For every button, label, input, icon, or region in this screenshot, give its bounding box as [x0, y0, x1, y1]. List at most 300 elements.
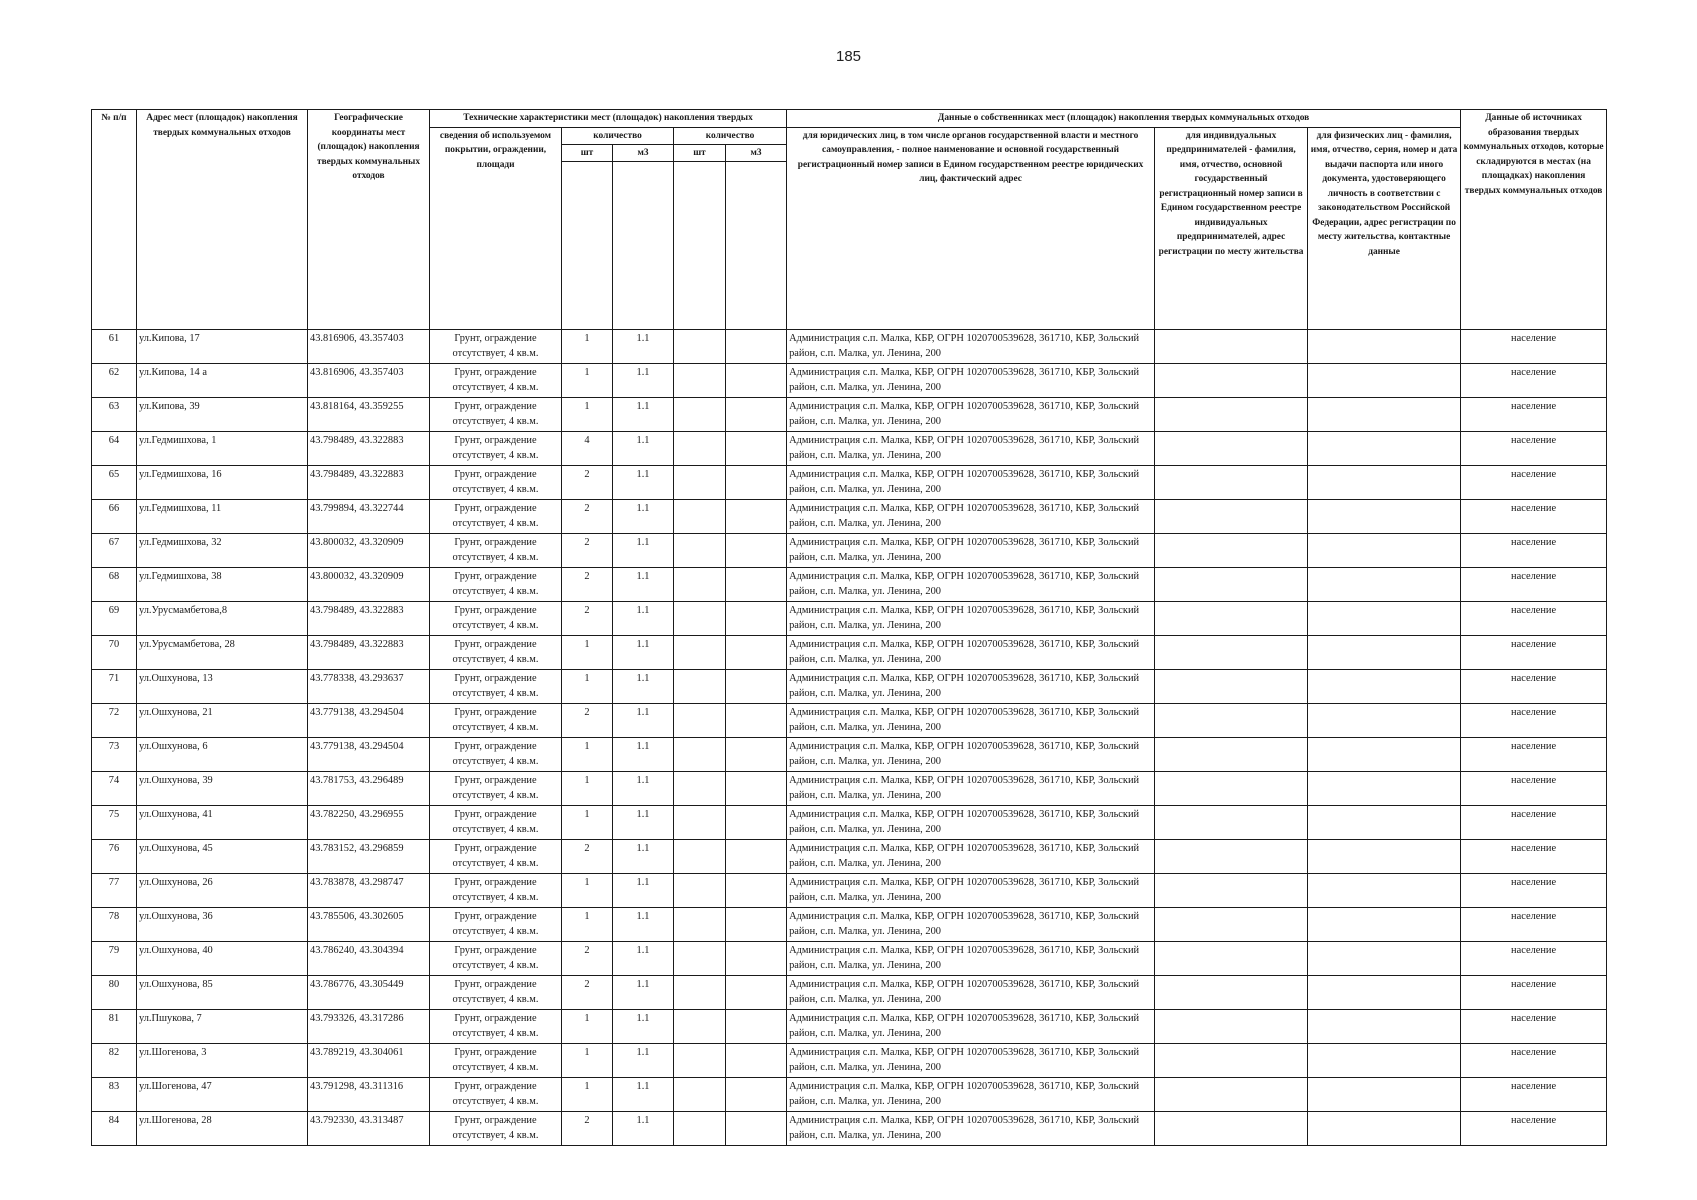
row-number: 75 [92, 806, 137, 840]
row-placed-pcs: 2 [562, 840, 613, 874]
row-owner-ip [1155, 840, 1308, 874]
row-planned-pcs [674, 1078, 726, 1112]
row-placed-pcs: 2 [562, 602, 613, 636]
row-planned-m3 [726, 942, 787, 976]
row-address: ул.Ошхунова, 39 [137, 772, 308, 806]
row-owner-ip [1155, 772, 1308, 806]
row-cover: Грунт, ограждение отсутствует, 4 кв.м. [430, 738, 562, 772]
header-owner-ip: для индивидуальных предпринимателей - фамилия, имя, отчество, основной государственный регистрационный номер записи в Едином государственном реестре индивидуальных предпринимателей, адрес регистрации по месту жительства [1155, 127, 1308, 330]
row-owner-legal: Администрация с.п. Малка, КБР, ОГРН 1020700539628, 361710, КБР, Зольский район, с.п. Малка, ул. Ленина, 200 [787, 1112, 1155, 1146]
row-placed-pcs: 1 [562, 364, 613, 398]
row-planned-pcs [674, 1112, 726, 1146]
table-row [92, 840, 1607, 874]
row-planned-pcs [674, 602, 726, 636]
header-spacer [613, 162, 674, 330]
row-owner-ip [1155, 1044, 1308, 1078]
row-placed-m3: 1.1 [613, 806, 674, 840]
row-cover: Грунт, ограждение отсутствует, 4 кв.м. [430, 568, 562, 602]
row-placed-pcs: 1 [562, 738, 613, 772]
row-cover: Грунт, ограждение отсутствует, 4 кв.м. [430, 908, 562, 942]
row-planned-pcs [674, 398, 726, 432]
table-row [92, 534, 1607, 568]
row-placed-m3: 1.1 [613, 568, 674, 602]
table-row [92, 806, 1607, 840]
row-owner-ip [1155, 670, 1308, 704]
row-number: 82 [92, 1044, 137, 1078]
row-cover: Грунт, ограждение отсутствует, 4 кв.м. [430, 840, 562, 874]
row-cover: Грунт, ограждение отсутствует, 4 кв.м. [430, 364, 562, 398]
row-planned-pcs [674, 1044, 726, 1078]
header-owners: Данные о собственниках мест (площадок) накопления твердых коммунальных отходов [787, 110, 1461, 128]
row-planned-m3 [726, 908, 787, 942]
row-coords: 43.783878, 43.298747 [308, 874, 430, 908]
row-placed-pcs: 2 [562, 942, 613, 976]
row-address: ул.Шогенова, 3 [137, 1044, 308, 1078]
row-owner-ip [1155, 976, 1308, 1010]
row-coords: 43.818164, 43.359255 [308, 398, 430, 432]
row-coords: 43.816906, 43.357403 [308, 330, 430, 364]
row-owner-legal: Администрация с.п. Малка, КБР, ОГРН 1020700539628, 361710, КБР, Зольский район, с.п. Малка, ул. Ленина, 200 [787, 500, 1155, 534]
row-placed-m3: 1.1 [613, 670, 674, 704]
row-number: 72 [92, 704, 137, 738]
row-planned-m3 [726, 636, 787, 670]
header-num: № п/п [92, 110, 137, 330]
header-owner-legal: для юридических лиц, в том числе органов государственной власти и местного самоуправления, - полное наименование и основной государственный регистрационный номер записи в Едином государственном реестре юридических лиц, фактический адрес [787, 127, 1155, 330]
row-placed-pcs: 1 [562, 636, 613, 670]
header-qty-planned: количество [674, 127, 787, 144]
row-owner-ip [1155, 466, 1308, 500]
row-placed-m3: 1.1 [613, 432, 674, 466]
header-spacer [674, 162, 726, 330]
row-planned-pcs [674, 738, 726, 772]
row-owner-ip [1155, 908, 1308, 942]
row-placed-pcs: 1 [562, 908, 613, 942]
row-owner-person [1308, 432, 1461, 466]
row-owner-person [1308, 976, 1461, 1010]
row-planned-m3 [726, 466, 787, 500]
row-planned-m3 [726, 704, 787, 738]
row-placed-pcs: 1 [562, 806, 613, 840]
table-row [92, 432, 1607, 466]
row-coords: 43.786776, 43.305449 [308, 976, 430, 1010]
row-owner-person [1308, 500, 1461, 534]
row-cover: Грунт, ограждение отсутствует, 4 кв.м. [430, 1044, 562, 1078]
row-address: ул.Шогенова, 28 [137, 1112, 308, 1146]
row-planned-m3 [726, 500, 787, 534]
row-cover: Грунт, ограждение отсутствует, 4 кв.м. [430, 976, 562, 1010]
row-source: население [1461, 670, 1607, 704]
row-coords: 43.782250, 43.296955 [308, 806, 430, 840]
row-placed-m3: 1.1 [613, 364, 674, 398]
row-source: население [1461, 466, 1607, 500]
row-source: население [1461, 840, 1607, 874]
row-coords: 43.789219, 43.304061 [308, 1044, 430, 1078]
row-cover: Грунт, ограждение отсутствует, 4 кв.м. [430, 942, 562, 976]
row-owner-person [1308, 1112, 1461, 1146]
row-owner-legal: Администрация с.п. Малка, КБР, ОГРН 1020700539628, 361710, КБР, Зольский район, с.п. Малка, ул. Ленина, 200 [787, 534, 1155, 568]
table-row [92, 772, 1607, 806]
row-owner-person [1308, 942, 1461, 976]
row-source: население [1461, 772, 1607, 806]
row-placed-pcs: 1 [562, 330, 613, 364]
row-owner-legal: Администрация с.п. Малка, КБР, ОГРН 1020700539628, 361710, КБР, Зольский район, с.п. Малка, ул. Ленина, 200 [787, 330, 1155, 364]
row-source: население [1461, 1010, 1607, 1044]
row-planned-m3 [726, 330, 787, 364]
row-planned-pcs [674, 976, 726, 1010]
row-placed-pcs: 2 [562, 534, 613, 568]
row-source: население [1461, 908, 1607, 942]
row-placed-pcs: 2 [562, 1112, 613, 1146]
table-row [92, 1044, 1607, 1078]
row-placed-m3: 1.1 [613, 500, 674, 534]
row-planned-pcs [674, 704, 726, 738]
row-coords: 43.798489, 43.322883 [308, 602, 430, 636]
row-placed-pcs: 1 [562, 874, 613, 908]
table-row [92, 670, 1607, 704]
row-owner-person [1308, 704, 1461, 738]
row-owner-legal: Администрация с.п. Малка, КБР, ОГРН 1020700539628, 361710, КБР, Зольский район, с.п. Малка, ул. Ленина, 200 [787, 772, 1155, 806]
row-owner-person [1308, 1044, 1461, 1078]
table-row [92, 976, 1607, 1010]
row-planned-pcs [674, 840, 726, 874]
row-owner-person [1308, 398, 1461, 432]
row-source: население [1461, 806, 1607, 840]
table-row [92, 738, 1607, 772]
row-placed-m3: 1.1 [613, 636, 674, 670]
row-planned-m3 [726, 1010, 787, 1044]
row-placed-m3: 1.1 [613, 772, 674, 806]
row-placed-m3: 1.1 [613, 942, 674, 976]
row-coords: 43.786240, 43.304394 [308, 942, 430, 976]
row-owner-person [1308, 772, 1461, 806]
row-placed-pcs: 2 [562, 704, 613, 738]
row-planned-m3 [726, 738, 787, 772]
row-cover: Грунт, ограждение отсутствует, 4 кв.м. [430, 534, 562, 568]
row-owner-legal: Администрация с.п. Малка, КБР, ОГРН 1020700539628, 361710, КБР, Зольский район, с.п. Малка, ул. Ленина, 200 [787, 1044, 1155, 1078]
row-coords: 43.792330, 43.313487 [308, 1112, 430, 1146]
row-placed-m3: 1.1 [613, 704, 674, 738]
row-owner-ip [1155, 636, 1308, 670]
header-placed-m3: м3 [613, 144, 674, 162]
row-owner-legal: Администрация с.п. Малка, КБР, ОГРН 1020700539628, 361710, КБР, Зольский район, с.п. Малка, ул. Ленина, 200 [787, 568, 1155, 602]
row-owner-person [1308, 908, 1461, 942]
header-planned-pcs: шт [674, 144, 726, 162]
header-spacer [726, 162, 787, 330]
row-cover: Грунт, ограждение отсутствует, 4 кв.м. [430, 704, 562, 738]
row-number: 69 [92, 602, 137, 636]
row-coords: 43.800032, 43.320909 [308, 568, 430, 602]
row-owner-legal: Администрация с.п. Малка, КБР, ОГРН 1020700539628, 361710, КБР, Зольский район, с.п. Малка, ул. Ленина, 200 [787, 432, 1155, 466]
row-planned-m3 [726, 840, 787, 874]
row-placed-m3: 1.1 [613, 976, 674, 1010]
row-planned-pcs [674, 330, 726, 364]
row-address: ул.Ошхунова, 41 [137, 806, 308, 840]
row-cover: Грунт, ограждение отсутствует, 4 кв.м. [430, 602, 562, 636]
row-planned-pcs [674, 364, 726, 398]
row-owner-person [1308, 602, 1461, 636]
row-cover: Грунт, ограждение отсутствует, 4 кв.м. [430, 670, 562, 704]
row-placed-m3: 1.1 [613, 908, 674, 942]
header-spacer [562, 162, 613, 330]
header-qty-placed: количество [562, 127, 674, 144]
row-owner-ip [1155, 704, 1308, 738]
row-placed-m3: 1.1 [613, 1112, 674, 1146]
table-row [92, 636, 1607, 670]
waste-sites-table [91, 109, 1607, 1146]
row-planned-m3 [726, 602, 787, 636]
row-source: население [1461, 1078, 1607, 1112]
row-coords: 43.791298, 43.311316 [308, 1078, 430, 1112]
header-cover: сведения об используемом покрытии, ограждении, площади [430, 127, 562, 330]
row-address: ул.Гедмишхова, 11 [137, 500, 308, 534]
row-owner-person [1308, 840, 1461, 874]
row-source: население [1461, 398, 1607, 432]
row-owner-legal: Администрация с.п. Малка, КБР, ОГРН 1020700539628, 361710, КБР, Зольский район, с.п. Малка, ул. Ленина, 200 [787, 602, 1155, 636]
row-source: население [1461, 1112, 1607, 1146]
row-owner-ip [1155, 602, 1308, 636]
row-number: 66 [92, 500, 137, 534]
row-placed-m3: 1.1 [613, 1044, 674, 1078]
row-planned-m3 [726, 1112, 787, 1146]
row-coords: 43.798489, 43.322883 [308, 636, 430, 670]
row-owner-person [1308, 330, 1461, 364]
row-source: население [1461, 942, 1607, 976]
row-planned-m3 [726, 670, 787, 704]
row-cover: Грунт, ограждение отсутствует, 4 кв.м. [430, 466, 562, 500]
row-address: ул.Пшукова, 7 [137, 1010, 308, 1044]
table-row [92, 704, 1607, 738]
table-row [92, 1010, 1607, 1044]
row-number: 79 [92, 942, 137, 976]
row-cover: Грунт, ограждение отсутствует, 4 кв.м. [430, 500, 562, 534]
row-planned-pcs [674, 942, 726, 976]
header-sources: Данные об источниках образования твердых коммунальных отходов, которые складируются в местах (на площадках) накопления твердых коммунальных отходов [1461, 110, 1607, 330]
row-source: население [1461, 364, 1607, 398]
row-planned-m3 [726, 976, 787, 1010]
table-row [92, 942, 1607, 976]
row-owner-legal: Администрация с.п. Малка, КБР, ОГРН 1020700539628, 361710, КБР, Зольский район, с.п. Малка, ул. Ленина, 200 [787, 636, 1155, 670]
row-source: население [1461, 534, 1607, 568]
row-planned-m3 [726, 534, 787, 568]
row-number: 73 [92, 738, 137, 772]
row-owner-ip [1155, 738, 1308, 772]
row-cover: Грунт, ограждение отсутствует, 4 кв.м. [430, 636, 562, 670]
row-planned-pcs [674, 1010, 726, 1044]
table-row [92, 500, 1607, 534]
row-source: население [1461, 432, 1607, 466]
row-address: ул.Гедмишхова, 38 [137, 568, 308, 602]
table-row [92, 908, 1607, 942]
row-owner-person [1308, 466, 1461, 500]
row-number: 78 [92, 908, 137, 942]
row-owner-person [1308, 568, 1461, 602]
row-placed-pcs: 1 [562, 1044, 613, 1078]
row-address: ул.Кипова, 14 а [137, 364, 308, 398]
row-planned-pcs [674, 534, 726, 568]
row-source: население [1461, 500, 1607, 534]
row-owner-person [1308, 670, 1461, 704]
row-address: ул.Гедмишхова, 32 [137, 534, 308, 568]
table-row [92, 602, 1607, 636]
row-planned-pcs [674, 636, 726, 670]
row-owner-person [1308, 806, 1461, 840]
row-placed-m3: 1.1 [613, 738, 674, 772]
row-coords: 43.781753, 43.296489 [308, 772, 430, 806]
row-owner-legal: Администрация с.п. Малка, КБР, ОГРН 1020700539628, 361710, КБР, Зольский район, с.п. Малка, ул. Ленина, 200 [787, 942, 1155, 976]
row-number: 83 [92, 1078, 137, 1112]
row-owner-ip [1155, 1078, 1308, 1112]
table-body [92, 330, 1607, 1146]
row-coords: 43.779138, 43.294504 [308, 704, 430, 738]
row-number: 81 [92, 1010, 137, 1044]
row-owner-person [1308, 874, 1461, 908]
row-owner-legal: Администрация с.п. Малка, КБР, ОГРН 1020700539628, 361710, КБР, Зольский район, с.п. Малка, ул. Ленина, 200 [787, 1010, 1155, 1044]
page-number: 185 [835, 48, 862, 65]
row-number: 84 [92, 1112, 137, 1146]
row-planned-m3 [726, 1044, 787, 1078]
row-coords: 43.793326, 43.317286 [308, 1010, 430, 1044]
row-cover: Грунт, ограждение отсутствует, 4 кв.м. [430, 330, 562, 364]
row-coords: 43.798489, 43.322883 [308, 432, 430, 466]
row-address: ул.Гедмишхова, 16 [137, 466, 308, 500]
row-owner-ip [1155, 806, 1308, 840]
row-coords: 43.779138, 43.294504 [308, 738, 430, 772]
row-owner-legal: Администрация с.п. Малка, КБР, ОГРН 1020700539628, 361710, КБР, Зольский район, с.п. Малка, ул. Ленина, 200 [787, 908, 1155, 942]
row-coords: 43.816906, 43.357403 [308, 364, 430, 398]
row-source: население [1461, 330, 1607, 364]
table-row [92, 364, 1607, 398]
row-coords: 43.785506, 43.302605 [308, 908, 430, 942]
row-source: население [1461, 874, 1607, 908]
row-coords: 43.799894, 43.322744 [308, 500, 430, 534]
row-cover: Грунт, ограждение отсутствует, 4 кв.м. [430, 1010, 562, 1044]
row-owner-person [1308, 636, 1461, 670]
row-address: ул.Кипова, 17 [137, 330, 308, 364]
row-placed-pcs: 4 [562, 432, 613, 466]
header-owner-person: для физических лиц - фамилия, имя, отчество, серия, номер и дата выдачи паспорта или иного документа, удостоверяющего личность в соответствии с законодательством Российской Федерации, адрес регистрации по месту жительства, контактные данные [1308, 127, 1461, 330]
row-placed-m3: 1.1 [613, 398, 674, 432]
row-address: ул.Шогенова, 47 [137, 1078, 308, 1112]
row-address: ул.Кипова, 39 [137, 398, 308, 432]
row-cover: Грунт, ограждение отсутствует, 4 кв.м. [430, 1078, 562, 1112]
row-owner-ip [1155, 874, 1308, 908]
row-placed-m3: 1.1 [613, 1010, 674, 1044]
row-placed-pcs: 1 [562, 1010, 613, 1044]
row-source: население [1461, 976, 1607, 1010]
row-owner-legal: Администрация с.п. Малка, КБР, ОГРН 1020700539628, 361710, КБР, Зольский район, с.п. Малка, ул. Ленина, 200 [787, 976, 1155, 1010]
row-number: 67 [92, 534, 137, 568]
row-placed-pcs: 2 [562, 466, 613, 500]
row-cover: Грунт, ограждение отсутствует, 4 кв.м. [430, 432, 562, 466]
row-planned-m3 [726, 874, 787, 908]
header-placed-pcs: шт [562, 144, 613, 162]
table-row [92, 1112, 1607, 1146]
row-planned-pcs [674, 500, 726, 534]
row-cover: Грунт, ограждение отсутствует, 4 кв.м. [430, 398, 562, 432]
row-number: 71 [92, 670, 137, 704]
row-address: ул.Ошхунова, 45 [137, 840, 308, 874]
row-owner-legal: Администрация с.п. Малка, КБР, ОГРН 1020700539628, 361710, КБР, Зольский район, с.п. Малка, ул. Ленина, 200 [787, 1078, 1155, 1112]
row-address: ул.Ошхунова, 36 [137, 908, 308, 942]
row-placed-m3: 1.1 [613, 534, 674, 568]
row-owner-person [1308, 1078, 1461, 1112]
row-owner-ip [1155, 364, 1308, 398]
row-owner-legal: Администрация с.п. Малка, КБР, ОГРН 1020700539628, 361710, КБР, Зольский район, с.п. Малка, ул. Ленина, 200 [787, 806, 1155, 840]
row-owner-ip [1155, 398, 1308, 432]
row-owner-legal: Администрация с.п. Малка, КБР, ОГРН 1020700539628, 361710, КБР, Зольский район, с.п. Малка, ул. Ленина, 200 [787, 670, 1155, 704]
row-placed-pcs: 1 [562, 772, 613, 806]
row-owner-person [1308, 738, 1461, 772]
row-owner-ip [1155, 330, 1308, 364]
row-owner-ip [1155, 568, 1308, 602]
row-owner-ip [1155, 1010, 1308, 1044]
row-coords: 43.778338, 43.293637 [308, 670, 430, 704]
row-address: ул.Урусмамбетова, 28 [137, 636, 308, 670]
row-source: население [1461, 738, 1607, 772]
row-cover: Грунт, ограждение отсутствует, 4 кв.м. [430, 874, 562, 908]
row-owner-ip [1155, 942, 1308, 976]
table-row [92, 398, 1607, 432]
header-address: Адрес мест (площадок) накопления твердых коммунальных отходов [137, 110, 308, 330]
table-row [92, 874, 1607, 908]
row-owner-legal: Администрация с.п. Малка, КБР, ОГРН 1020700539628, 361710, КБР, Зольский район, с.п. Малка, ул. Ленина, 200 [787, 874, 1155, 908]
row-placed-m3: 1.1 [613, 1078, 674, 1112]
row-owner-legal: Администрация с.п. Малка, КБР, ОГРН 1020700539628, 361710, КБР, Зольский район, с.п. Малка, ул. Ленина, 200 [787, 840, 1155, 874]
row-coords: 43.783152, 43.296859 [308, 840, 430, 874]
row-address: ул.Ошхунова, 21 [137, 704, 308, 738]
row-planned-m3 [726, 432, 787, 466]
table-row [92, 330, 1607, 364]
row-number: 74 [92, 772, 137, 806]
row-owner-legal: Администрация с.п. Малка, КБР, ОГРН 1020700539628, 361710, КБР, Зольский район, с.п. Малка, ул. Ленина, 200 [787, 466, 1155, 500]
table-row [92, 466, 1607, 500]
row-number: 61 [92, 330, 137, 364]
row-planned-pcs [674, 772, 726, 806]
row-owner-ip [1155, 432, 1308, 466]
row-placed-pcs: 1 [562, 670, 613, 704]
row-address: ул.Ошхунова, 6 [137, 738, 308, 772]
table-row [92, 568, 1607, 602]
row-owner-legal: Администрация с.п. Малка, КБР, ОГРН 1020700539628, 361710, КБР, Зольский район, с.п. Малка, ул. Ленина, 200 [787, 704, 1155, 738]
row-number: 64 [92, 432, 137, 466]
row-placed-m3: 1.1 [613, 466, 674, 500]
row-coords: 43.798489, 43.322883 [308, 466, 430, 500]
row-planned-m3 [726, 1078, 787, 1112]
row-source: население [1461, 568, 1607, 602]
row-placed-m3: 1.1 [613, 840, 674, 874]
row-address: ул.Ошхунова, 26 [137, 874, 308, 908]
row-planned-m3 [726, 806, 787, 840]
row-placed-m3: 1.1 [613, 874, 674, 908]
row-number: 62 [92, 364, 137, 398]
header-planned-m3: м3 [726, 144, 787, 162]
row-owner-ip [1155, 534, 1308, 568]
row-source: население [1461, 636, 1607, 670]
row-planned-pcs [674, 432, 726, 466]
row-address: ул.Ошхунова, 40 [137, 942, 308, 976]
row-placed-m3: 1.1 [613, 602, 674, 636]
header-tech: Технические характеристики мест (площадок) накопления твердых [430, 110, 787, 128]
row-placed-pcs: 2 [562, 500, 613, 534]
row-placed-pcs: 1 [562, 398, 613, 432]
row-address: ул.Ошхунова, 13 [137, 670, 308, 704]
row-coords: 43.800032, 43.320909 [308, 534, 430, 568]
row-planned-m3 [726, 364, 787, 398]
row-address: ул.Гедмишхова, 1 [137, 432, 308, 466]
row-planned-pcs [674, 568, 726, 602]
row-owner-legal: Администрация с.п. Малка, КБР, ОГРН 1020700539628, 361710, КБР, Зольский район, с.п. Малка, ул. Ленина, 200 [787, 364, 1155, 398]
row-planned-pcs [674, 670, 726, 704]
